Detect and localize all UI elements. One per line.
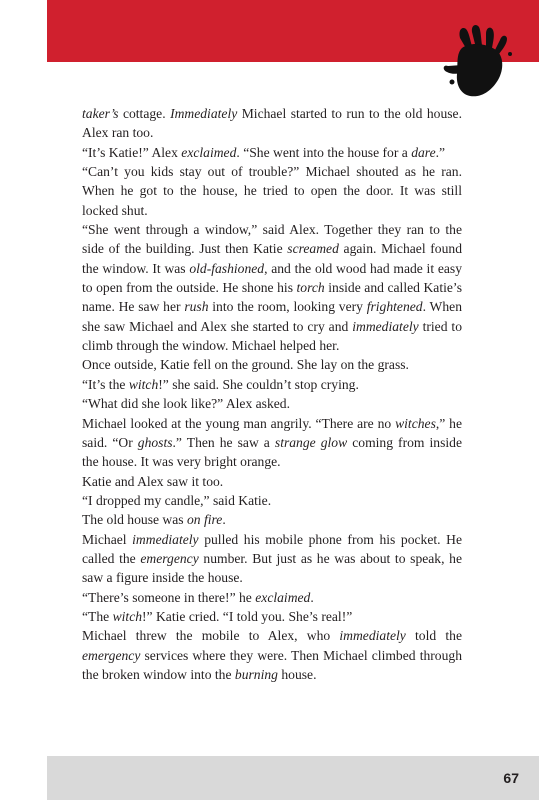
story-paragraph (82, 104, 462, 143)
text-run: services where they were. Then Michael climbed through the broken window into the (82, 647, 462, 682)
emphasized-word: taker’s (82, 106, 119, 121)
text-run: Once outside, Katie fell on the ground. She lay on the grass. (82, 357, 409, 373)
story-paragraph (82, 162, 462, 220)
text-run: “She went through a window,” said Alex. Together they ran to the side of the building. Just then Katie (82, 222, 462, 257)
emphasized-word: torch (296, 280, 325, 296)
emphasized-word: witch (112, 608, 143, 624)
emphasized-word: witches (395, 415, 436, 431)
emphasized-word: Immediately (170, 106, 238, 121)
text-run: Katie and Alex saw it too. (82, 473, 224, 489)
text-run: The old house was (82, 512, 187, 528)
text-run: “What did she look like?” Alex asked. (82, 396, 290, 412)
text-run: “It’s Katie!” Alex (82, 144, 182, 160)
text-run: cottage. (118, 106, 171, 121)
emphasized-word: old-fashioned (189, 260, 265, 276)
emphasized-word: strange glow (274, 434, 348, 450)
text-run: . (310, 589, 314, 605)
footer-band (47, 756, 539, 800)
story-paragraph (82, 143, 462, 162)
text-run: pulled his mobile phone from his pocket. He called the (82, 531, 463, 566)
story-paragraph (82, 355, 462, 374)
emphasized-word: burning (234, 666, 278, 682)
emphasized-word: exclaimed (181, 144, 237, 160)
story-paragraph (82, 375, 462, 394)
text-run: “It’s the (82, 376, 129, 392)
story-paragraph (82, 588, 462, 607)
text-run: “I dropped my candle,” said Katie. (82, 492, 272, 508)
text-run: into the room, looking very (208, 299, 367, 315)
black-handprint-icon (440, 24, 536, 104)
text-run: !” Katie cried. “I told you. She’s real!” (142, 608, 353, 624)
text-run: number. But just as he was about to speak, he saw a figure inside the house. (82, 550, 462, 586)
text-run: . “She went into the house for a (236, 144, 412, 160)
text-run: “The (82, 608, 113, 624)
story-paragraph (82, 472, 462, 491)
text-run: coming from inside the house. It was very bright orange. (82, 434, 463, 470)
emphasized-word: immediately (132, 531, 199, 547)
story-paragraph (82, 510, 462, 529)
emphasized-word: ghosts (137, 434, 173, 450)
text-run: ,” he said. “Or (82, 415, 463, 450)
story-paragraph (82, 491, 462, 510)
text-run: . (222, 512, 226, 528)
text-run: Michael threw the mobile to Alex, who (82, 628, 340, 644)
emphasized-word: immediately (352, 318, 419, 334)
text-run: tried to climb through the window. Michael helped her. (82, 318, 462, 354)
text-run: , and the old wood had made it easy to open from the outside. He shone his (82, 260, 462, 296)
story-paragraph (82, 220, 462, 355)
emphasized-word: screamed (287, 241, 339, 257)
text-run: . When she saw Michael and Alex she started to cry and (82, 299, 462, 334)
emphasized-word: emergency (82, 647, 141, 663)
story-paragraph (82, 414, 462, 472)
text-run: house. (277, 666, 317, 682)
emphasized-word: exclaimed (255, 589, 311, 605)
page-number: 67 (503, 770, 519, 786)
text-run: !” she said. She couldn’t stop crying. (158, 376, 359, 392)
emphasized-word: immediately (339, 628, 406, 644)
story-text (82, 104, 462, 684)
emphasized-word: on fire (186, 512, 223, 528)
emphasized-word: frightened (366, 299, 423, 315)
emphasized-word: emergency (140, 550, 199, 566)
story-paragraph (82, 607, 462, 626)
text-run: Michael (82, 531, 133, 547)
text-run: Michael started to run to the old house. Alex ran too. (82, 106, 462, 141)
text-run: “Can’t you kids stay out of trouble?” Michael shouted as he ran. When he got to the house, he tried to open the door. It was still locked shut. (82, 164, 462, 218)
text-run: .” Then he saw a (172, 434, 275, 450)
text-run: told the (405, 628, 462, 644)
text-run: “There’s someone in there!” he (82, 589, 256, 605)
emphasized-word: witch (128, 376, 159, 392)
emphasized-word: rush (184, 299, 209, 315)
text-run: Michael looked at the young man angrily. “There are no (82, 415, 396, 431)
story-paragraph (82, 530, 462, 588)
story-paragraph (82, 394, 462, 413)
text-run: again. Michael found the window. It was (82, 241, 462, 276)
text-run: .” (435, 144, 446, 160)
story-paragraph (82, 626, 462, 684)
text-run: inside and called Katie’s name. He saw her (82, 280, 462, 315)
emphasized-word: dare (411, 144, 436, 160)
